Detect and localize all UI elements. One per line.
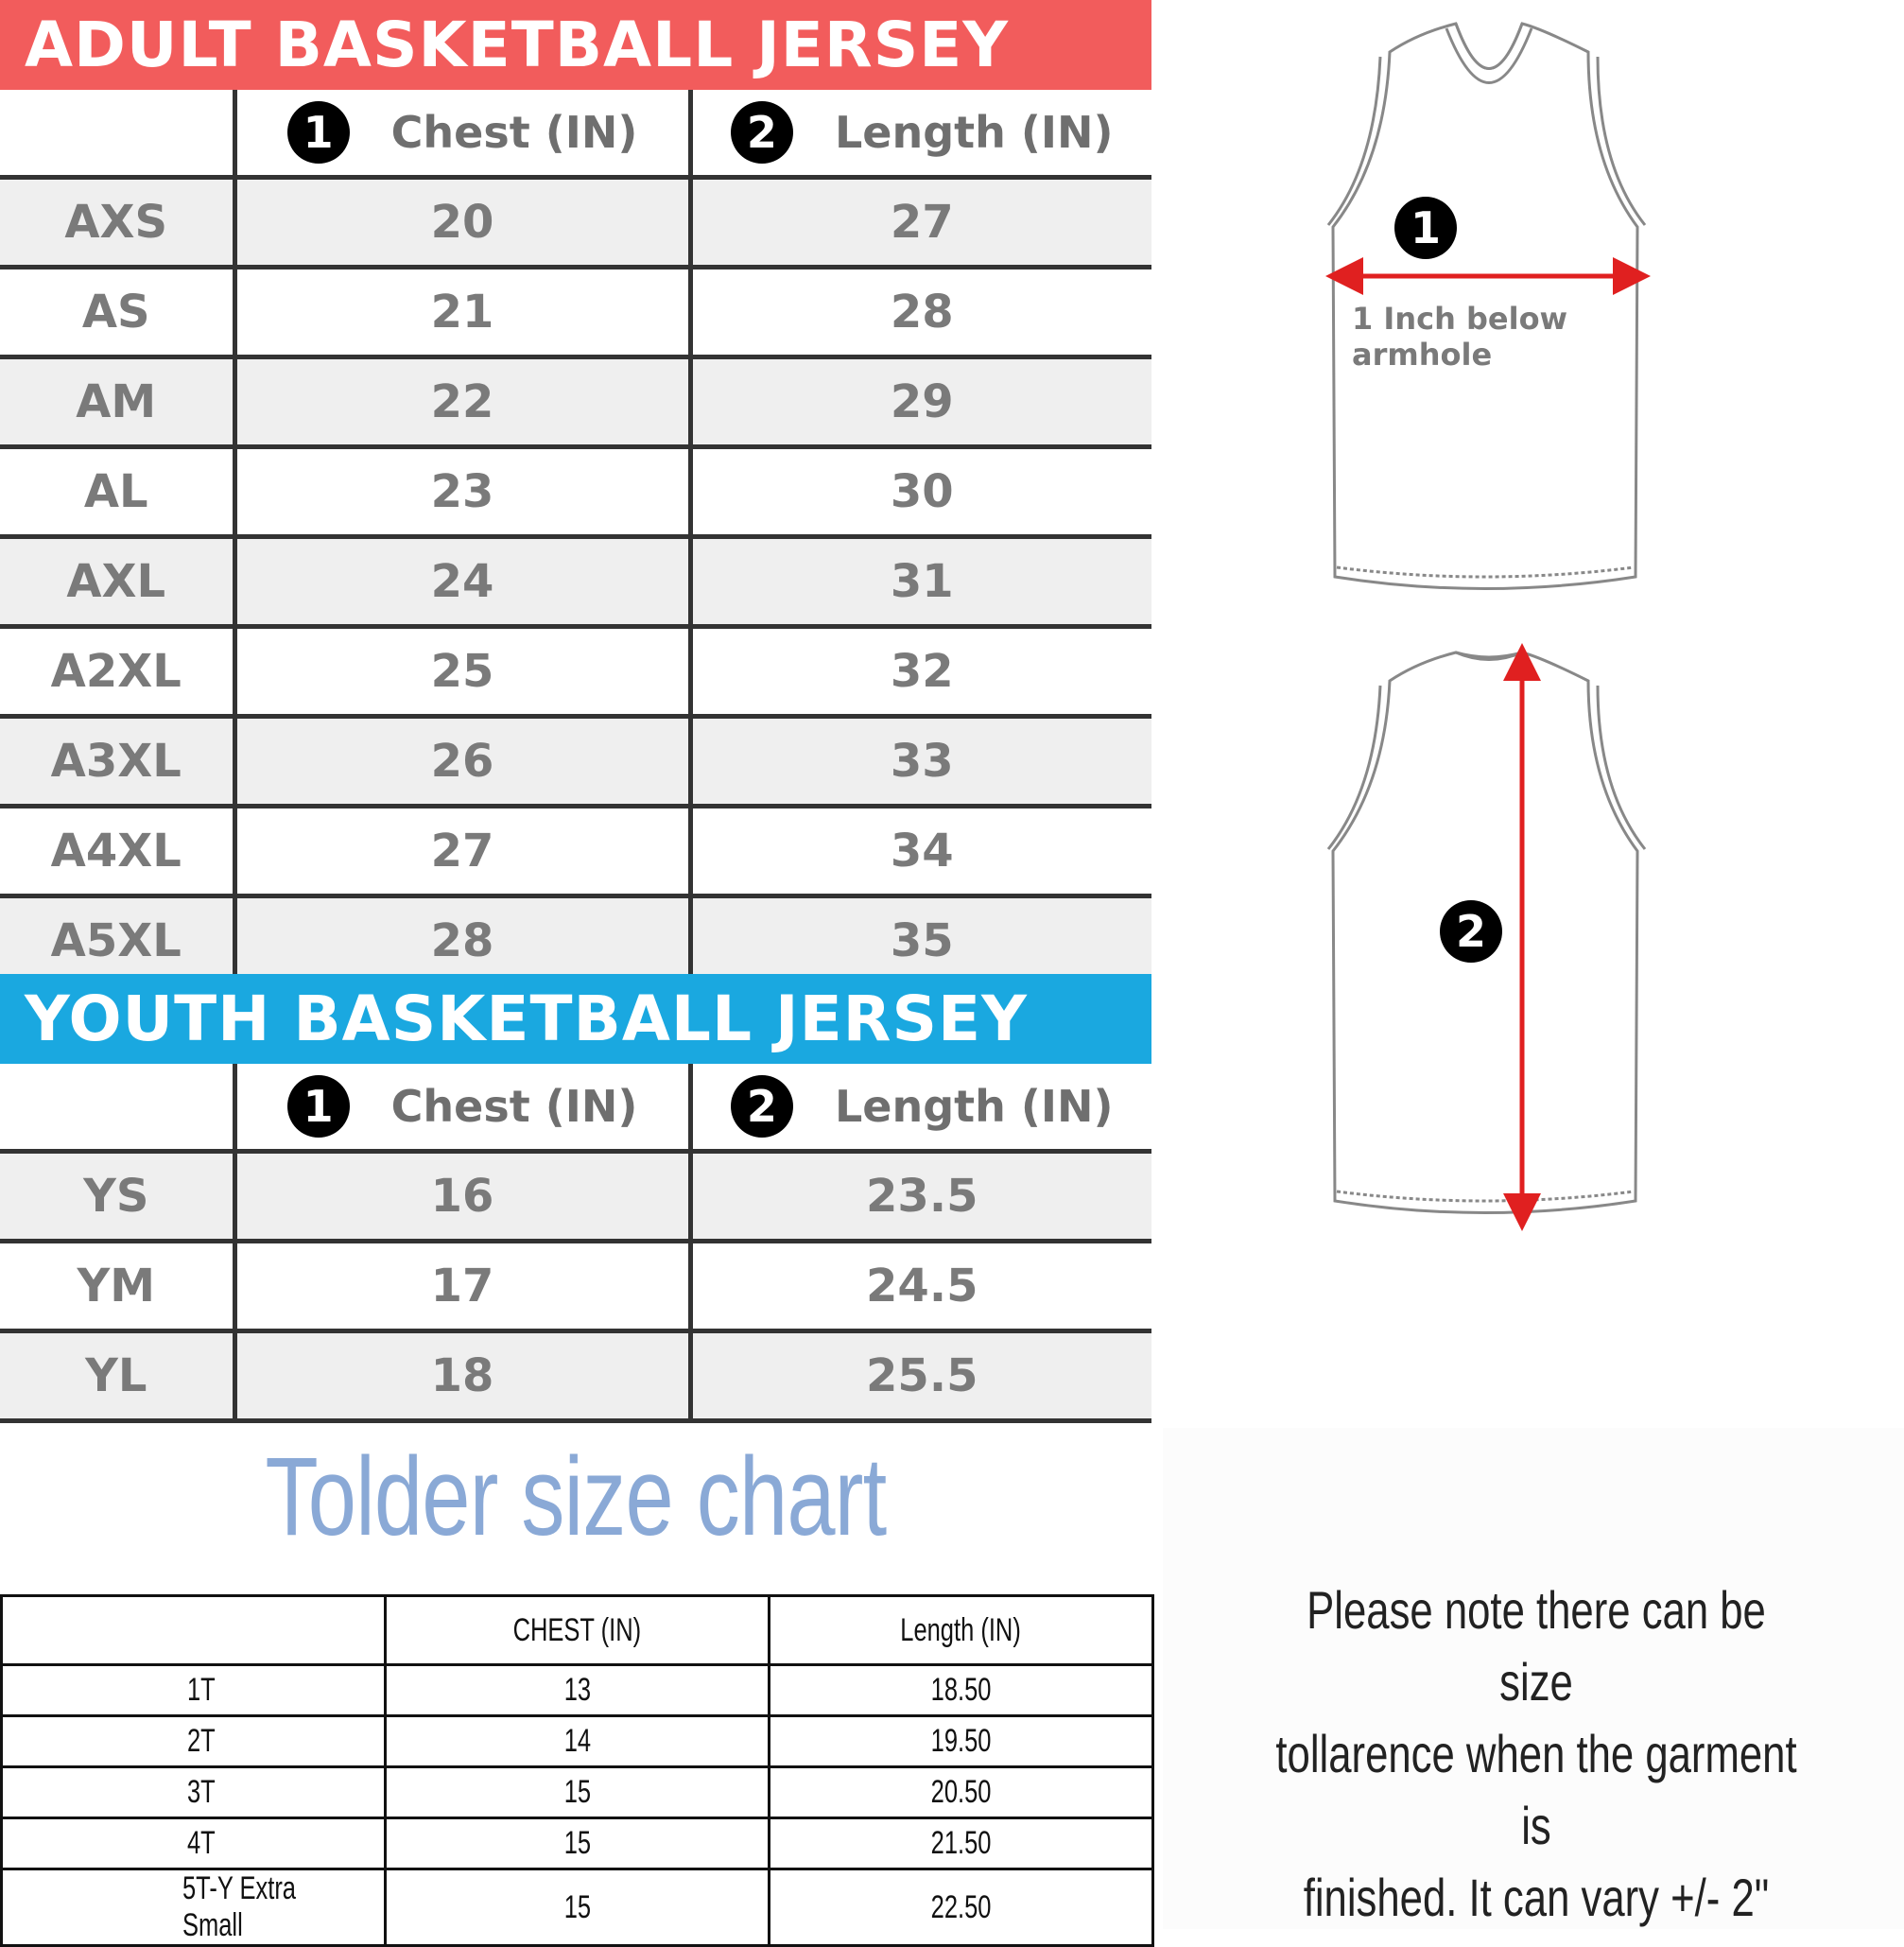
table-row bbox=[0, 896, 1151, 986]
chest-cell bbox=[386, 1716, 770, 1767]
chest-cell bbox=[386, 1767, 770, 1818]
table-row bbox=[0, 627, 1151, 717]
size-cell bbox=[2, 1869, 386, 1946]
chest-value: 15 bbox=[563, 1774, 591, 1810]
chest-cell bbox=[386, 1818, 770, 1869]
chest-cell: 17 bbox=[234, 1242, 690, 1331]
length-cell: 25.5 bbox=[690, 1331, 1151, 1421]
table-row bbox=[2, 1818, 1153, 1869]
size-cell: A2XL bbox=[0, 627, 234, 717]
length-cell: 31 bbox=[690, 537, 1151, 627]
number-two-badge: 2 bbox=[731, 1075, 793, 1138]
length-cell: 33 bbox=[690, 717, 1151, 807]
chest-cell: 26 bbox=[234, 717, 690, 807]
note-line: finished. It can vary +/- 2" bbox=[1303, 1868, 1770, 1927]
youth-size-table bbox=[0, 1064, 1151, 1423]
length-cell: 29 bbox=[690, 357, 1151, 447]
size-label: 2T bbox=[186, 1723, 216, 1759]
header-chest-cell bbox=[234, 90, 690, 178]
jersey-measurement-diagram bbox=[1305, 0, 1740, 1248]
chest-cell: 25 bbox=[234, 627, 690, 717]
length-value: 19.50 bbox=[930, 1723, 992, 1759]
chest-cell: 24 bbox=[234, 537, 690, 627]
length-header-label: Length (IN) bbox=[834, 1081, 1114, 1132]
armhole-note: 1 Inch below armhole bbox=[1352, 301, 1568, 373]
size-cell: YL bbox=[0, 1331, 234, 1421]
chest-cell: 28 bbox=[234, 896, 690, 986]
length-header-label: Length (IN) bbox=[834, 107, 1114, 158]
chest-value: 15 bbox=[563, 1825, 591, 1861]
length-value: 18.50 bbox=[930, 1672, 992, 1708]
youth-table-title: YOUTH BASKETBALL JERSEY bbox=[0, 974, 1151, 1064]
length-header-label: Length (IN) bbox=[900, 1611, 1022, 1648]
header-length-cell bbox=[690, 90, 1151, 178]
jersey-outline-graphic bbox=[1305, 0, 1740, 1248]
note-line: Please note there can be size bbox=[1307, 1580, 1766, 1712]
chest-cell: 21 bbox=[234, 268, 690, 357]
table-row bbox=[2, 1869, 1153, 1946]
table-row bbox=[0, 178, 1151, 268]
length-cell: 27 bbox=[690, 178, 1151, 268]
number-two-badge: 2 bbox=[731, 101, 793, 164]
size-label: 4T bbox=[186, 1825, 216, 1861]
length-cell: 35 bbox=[690, 896, 1151, 986]
table-row bbox=[2, 1665, 1153, 1716]
adult-size-table bbox=[0, 90, 1151, 988]
number-one-badge: 1 bbox=[287, 1075, 350, 1138]
header-size-cell bbox=[2, 1596, 386, 1665]
table-row bbox=[0, 357, 1151, 447]
length-cell: 30 bbox=[690, 447, 1151, 537]
chest-header-label: Chest (IN) bbox=[390, 107, 638, 158]
table-header-row bbox=[0, 1064, 1151, 1152]
table-row bbox=[0, 537, 1151, 627]
size-cell: AXL bbox=[0, 537, 234, 627]
chest-cell: 22 bbox=[234, 357, 690, 447]
header-chest-cell bbox=[386, 1596, 770, 1665]
table-header-row bbox=[0, 90, 1151, 178]
tolerance-note bbox=[1267, 1574, 1805, 1934]
length-cell bbox=[770, 1665, 1153, 1716]
note-line: tollarence when the garment is bbox=[1275, 1724, 1797, 1855]
table-header-row bbox=[2, 1596, 1153, 1665]
table-row bbox=[0, 1331, 1151, 1421]
chest-header-label: CHEST (IN) bbox=[512, 1611, 642, 1648]
length-cell: 34 bbox=[690, 807, 1151, 896]
table-row bbox=[0, 1242, 1151, 1331]
length-value: 20.50 bbox=[930, 1774, 992, 1810]
header-length-cell bbox=[690, 1064, 1151, 1152]
table-row bbox=[2, 1767, 1153, 1818]
table-row bbox=[0, 807, 1151, 896]
length-value: 21.50 bbox=[930, 1825, 992, 1861]
chest-cell: 16 bbox=[234, 1152, 690, 1242]
table-row bbox=[0, 1152, 1151, 1242]
length-cell: 24.5 bbox=[690, 1242, 1151, 1331]
size-cell: AXS bbox=[0, 178, 234, 268]
header-size-cell bbox=[0, 90, 234, 178]
length-cell: 28 bbox=[690, 268, 1151, 357]
length-cell: 32 bbox=[690, 627, 1151, 717]
size-cell: A5XL bbox=[0, 896, 234, 986]
chest-cell: 27 bbox=[234, 807, 690, 896]
size-cell bbox=[2, 1665, 386, 1716]
size-cell: A3XL bbox=[0, 717, 234, 807]
table-row bbox=[2, 1716, 1153, 1767]
size-cell bbox=[2, 1767, 386, 1818]
header-size-cell bbox=[0, 1064, 234, 1152]
chest-cell: 18 bbox=[234, 1331, 690, 1421]
number-one-badge: 1 bbox=[287, 101, 350, 164]
adult-table-title: ADULT BASKETBALL JERSEY bbox=[0, 0, 1151, 90]
length-cell bbox=[770, 1767, 1153, 1818]
size-cell: AL bbox=[0, 447, 234, 537]
length-cell: 23.5 bbox=[690, 1152, 1151, 1242]
size-cell: A4XL bbox=[0, 807, 234, 896]
chest-cell bbox=[386, 1665, 770, 1716]
chest-value: 14 bbox=[563, 1723, 591, 1759]
table-row bbox=[0, 268, 1151, 357]
toddler-chart-title: Tolder size chart bbox=[265, 1434, 887, 1559]
chest-cell: 23 bbox=[234, 447, 690, 537]
chest-cell: 20 bbox=[234, 178, 690, 268]
chest-cell bbox=[386, 1869, 770, 1946]
toddler-size-table bbox=[0, 1594, 1154, 1947]
size-cell: AM bbox=[0, 357, 234, 447]
length-value: 22.50 bbox=[930, 1888, 992, 1925]
length-cell bbox=[770, 1716, 1153, 1767]
length-cell bbox=[770, 1869, 1153, 1946]
length-cell bbox=[770, 1818, 1153, 1869]
size-cell: YS bbox=[0, 1152, 234, 1242]
size-cell bbox=[2, 1716, 386, 1767]
chest-number-badge: 1 bbox=[1394, 197, 1457, 259]
size-label: 3T bbox=[186, 1774, 216, 1810]
table-row bbox=[0, 717, 1151, 807]
size-cell bbox=[2, 1818, 386, 1869]
size-label: 1T bbox=[186, 1672, 216, 1708]
chest-value: 15 bbox=[563, 1888, 591, 1925]
size-cell: AS bbox=[0, 268, 234, 357]
size-label: 5T-Y Extra Small bbox=[182, 1870, 296, 1943]
header-length-cell bbox=[770, 1596, 1153, 1665]
table-row bbox=[0, 447, 1151, 537]
length-number-badge: 2 bbox=[1440, 900, 1502, 963]
header-chest-cell bbox=[234, 1064, 690, 1152]
chest-value: 13 bbox=[563, 1672, 591, 1708]
chest-header-label: Chest (IN) bbox=[390, 1081, 638, 1132]
size-cell: YM bbox=[0, 1242, 234, 1331]
